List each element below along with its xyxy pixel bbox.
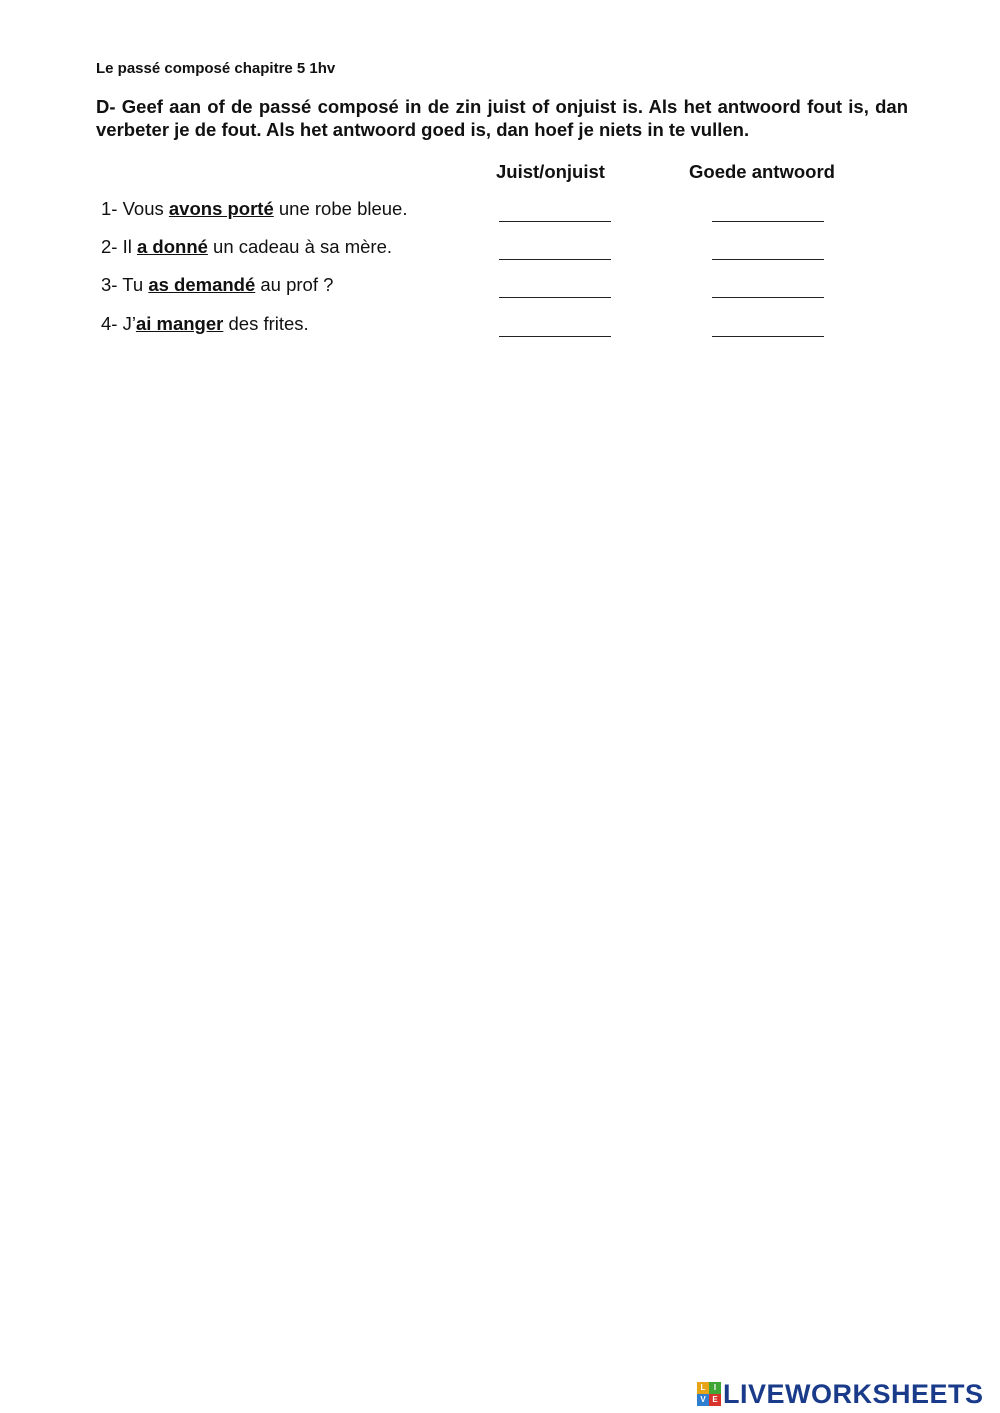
question-sentence bbox=[101, 274, 333, 296]
underlined-verb: as demandé bbox=[148, 274, 256, 295]
worksheet-title: Le passé composé chapitre 5 1hv bbox=[96, 60, 336, 77]
underlined-verb: avons porté bbox=[168, 198, 274, 219]
column-header-juist-onjuist: Juist/onjuist bbox=[496, 161, 605, 182]
question-row-4 bbox=[101, 313, 901, 339]
juist-onjuist-answer-blank[interactable] bbox=[499, 221, 611, 222]
question-text-before: 3- Tu bbox=[101, 274, 149, 295]
question-text-after: au prof ? bbox=[255, 274, 334, 295]
goede-antwoord-answer-blank[interactable] bbox=[712, 336, 824, 337]
logo-icon-letter: V bbox=[697, 1394, 709, 1406]
question-sentence bbox=[101, 236, 392, 258]
goede-antwoord-answer-blank[interactable] bbox=[712, 221, 824, 222]
goede-antwoord-answer-blank[interactable] bbox=[712, 297, 824, 298]
question-text-before: 1- Vous bbox=[101, 198, 169, 219]
question-text-after: une robe bleue. bbox=[273, 198, 408, 219]
question-row-2 bbox=[101, 236, 901, 262]
underlined-verb: ai manger bbox=[135, 313, 224, 334]
question-row-1 bbox=[101, 198, 901, 224]
logo-icon-letter: L bbox=[697, 1382, 709, 1394]
juist-onjuist-answer-blank[interactable] bbox=[499, 336, 611, 337]
column-header-goede-antwoord: Goede antwoord bbox=[689, 161, 835, 182]
logo-icon-letter: E bbox=[709, 1394, 721, 1406]
question-text-before: 4- J’ bbox=[101, 313, 136, 334]
liveworksheets-logo-icon bbox=[697, 1382, 721, 1406]
logo-icon-letter: I bbox=[709, 1382, 721, 1394]
question-sentence bbox=[101, 198, 407, 220]
goede-antwoord-answer-blank[interactable] bbox=[712, 259, 824, 260]
underlined-verb: a donné bbox=[136, 236, 208, 257]
logo-wordmark: LIVEWORKSHEETS bbox=[723, 1378, 984, 1409]
juist-onjuist-answer-blank[interactable] bbox=[499, 259, 611, 260]
liveworksheets-logo bbox=[697, 1380, 984, 1408]
instructions: D- Geef aan of de passé composé in de zin juist of onjuist is. Als het antwoord fout is, dan verbeter je de fout. Als het antwoord goed is, dan hoef je niets in te vullen. bbox=[96, 96, 908, 140]
juist-onjuist-answer-blank[interactable] bbox=[499, 297, 611, 298]
question-text-after: des frites. bbox=[223, 313, 309, 334]
question-sentence bbox=[101, 313, 309, 335]
question-text-after: un cadeau à sa mère. bbox=[207, 236, 392, 257]
question-text-before: 2- Il bbox=[101, 236, 137, 257]
question-row-3 bbox=[101, 274, 901, 300]
